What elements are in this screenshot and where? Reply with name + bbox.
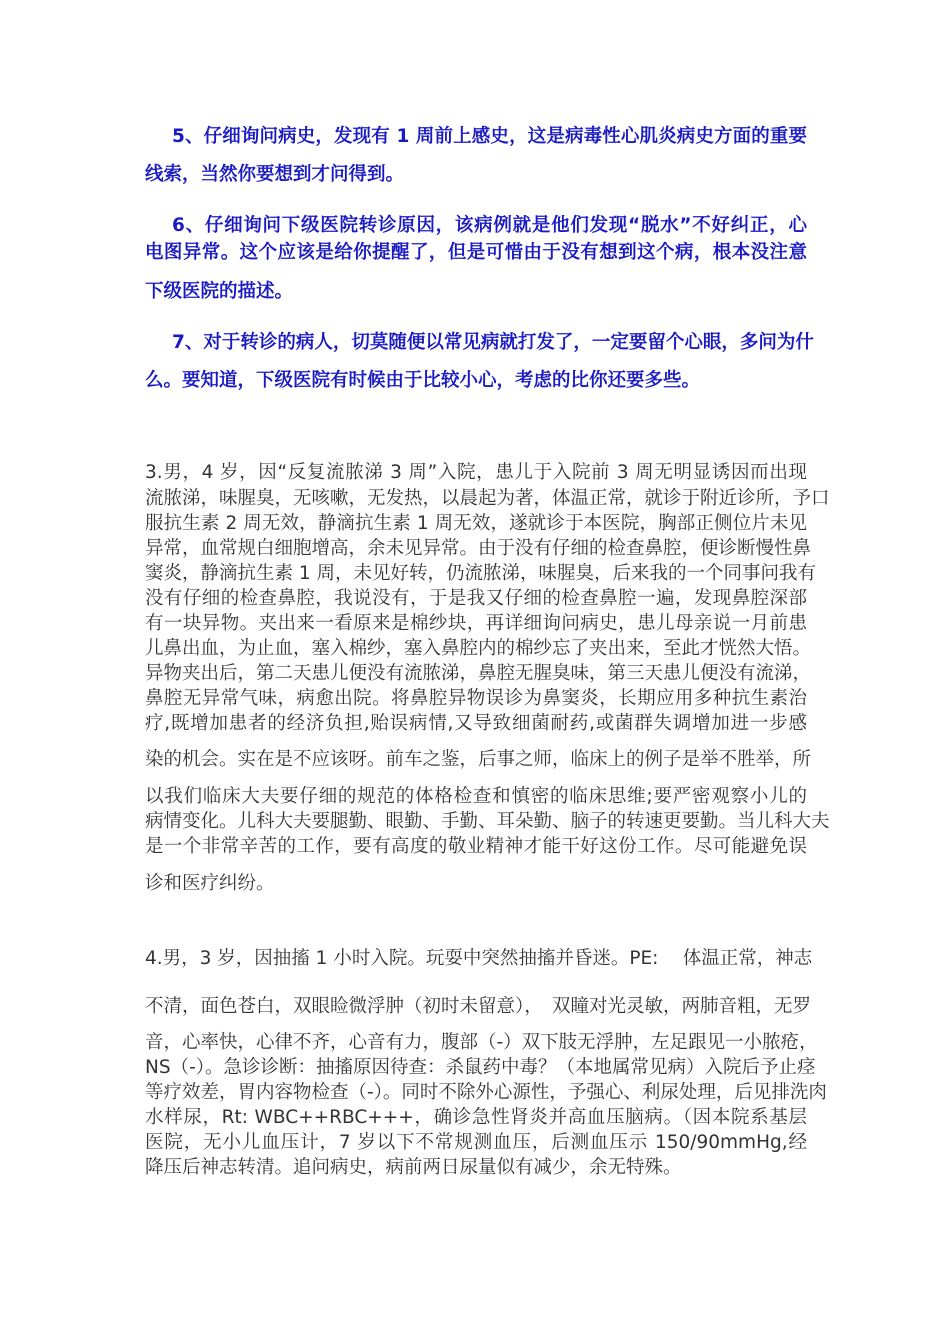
case-3-line: 服抗生素 2 周无效，静滴抗生素 1 周无效，遂就诊于本医院，胸部正侧位片未见 (145, 513, 807, 534)
tip-5-line-1: 5、仔细询问病史，发现有 1 周前上感史，这是病毒性心肌炎病史方面的重要 (172, 126, 807, 147)
tip-6-line-3: 下级医院的描述。 (145, 281, 294, 302)
case-3-line: 流脓涕，味腥臭，无咳嗽，无发热，以晨起为著，体温正常，就诊于附近诊所，予口 (145, 488, 830, 509)
case-3-line: 异物夹出后，第二天患儿便没有流脓涕，鼻腔无腥臭味，第三天患儿便没有流涕， (145, 663, 812, 684)
case-4-line: NS（-）。急诊诊断：抽搐原因待查：杀鼠药中毒？（本地属常见病）入院后予止痉 (145, 1057, 816, 1078)
case-3-line: 是一个非常辛苦的工作，要有高度的敬业精神才能干好这份工作。尽可能避免误 (145, 836, 807, 857)
case-3-line: 疗,既增加患者的经济负担,贻误病情,又导致细菌耐药,或菌群失调增加进一步感 (145, 713, 807, 734)
tip-6-line-1: 6、仔细询问下级医院转诊原因，该病例就是他们发现“脱水”不好纠正，心 (172, 215, 807, 236)
case-3-line: 儿鼻出血，为止血，塞入棉纱，塞入鼻腔内的棉纱忘了夹出来，至此才恍然大悟。 (145, 638, 812, 659)
case-3-line: 3.男，4 岁，因“反复流脓涕 3 周”入院，患儿于入院前 3 周无明显诱因而出现 (145, 462, 807, 483)
case-3-line: 窦炎，静滴抗生素 1 周，未见好转，仍流脓涕，味腥臭，后来我的一个同事问我有 (145, 563, 817, 584)
tip-7-line-2: 么。要知道，下级医院有时候由于比较小心，考虑的比你还要多些。 (145, 370, 701, 391)
tip-7-line-1: 7、对于转诊的病人，切莫随便以常见病就打发了，一定要留个心眼，多问为什 (172, 332, 814, 353)
case-3-line: 以我们临床大夫要仔细的规范的体格检查和慎密的临床思维;要严密观察小儿的 (145, 786, 807, 807)
case-3-line: 鼻腔无异常气味，病愈出院。将鼻腔异物误诊为鼻窦炎，长期应用多种抗生素治 (145, 688, 807, 709)
case-4-line: 医院，无小儿血压计，7 岁以下不常规测血压，后测血压示 150/90mmHg,经 (145, 1132, 807, 1153)
case-4-line: 等疗效差，胃内容物检查（-）。同时不除外心源性，予强心、利尿处理，后见排洗肉 (145, 1082, 827, 1103)
case-4-line: 音，心率快，心律不齐，心音有力，腹部（-）双下肢无浮肿，左足跟见一小脓疮， (145, 1032, 818, 1053)
tip-6-line-2: 电图异常。这个应该是给你提醒了，但是可惜由于没有想到这个病，根本没注意 (145, 242, 807, 263)
case-4-line: 水样尿，Rt: WBC++RBC+++，确诊急性肾炎并高血压脑病。（因本院系基层 (145, 1107, 807, 1128)
case-4-line: 不清，面色苍白，双眼睑微浮肿（初时未留意）， 双瞳对光灵敏，两肺音粗，无罗 (145, 996, 812, 1017)
case-4-line: 4.男，3 岁，因抽搐 1 小时入院。玩耍中突然抽搐并昏迷。PE: 体温正常，神志 (145, 948, 813, 969)
case-3-line: 染的机会。实在是不应该呀。前车之鉴，后事之师，临床上的例子是举不胜举，所 (145, 749, 812, 770)
case-3-line: 异常，血常规白细胞增高，余未见异常。由于没有仔细的检查鼻腔，便诊断慢性鼻 (145, 538, 812, 559)
tip-5-line-2: 线索，当然你要想到才问得到。 (145, 164, 405, 185)
case-3-line: 有一块异物。夹出来一看原来是棉纱块，再详细询问病史，患儿母亲说一月前患 (145, 613, 807, 634)
case-4-line: 降压后神志转清。追问病史，病前两日尿量似有减少，余无特殊。 (145, 1157, 682, 1178)
case-3-line: 病情变化。儿科大夫要腿勤、眼勤、手勤、耳朵勤、脑子的转速更要勤。当儿科大夫 (145, 811, 830, 832)
case-3-line: 没有仔细的检查鼻腔，我说没有，于是我又仔细的检查鼻腔一遍，发现鼻腔深部 (145, 588, 807, 609)
case-3-line: 诊和医疗纠纷。 (145, 873, 275, 894)
